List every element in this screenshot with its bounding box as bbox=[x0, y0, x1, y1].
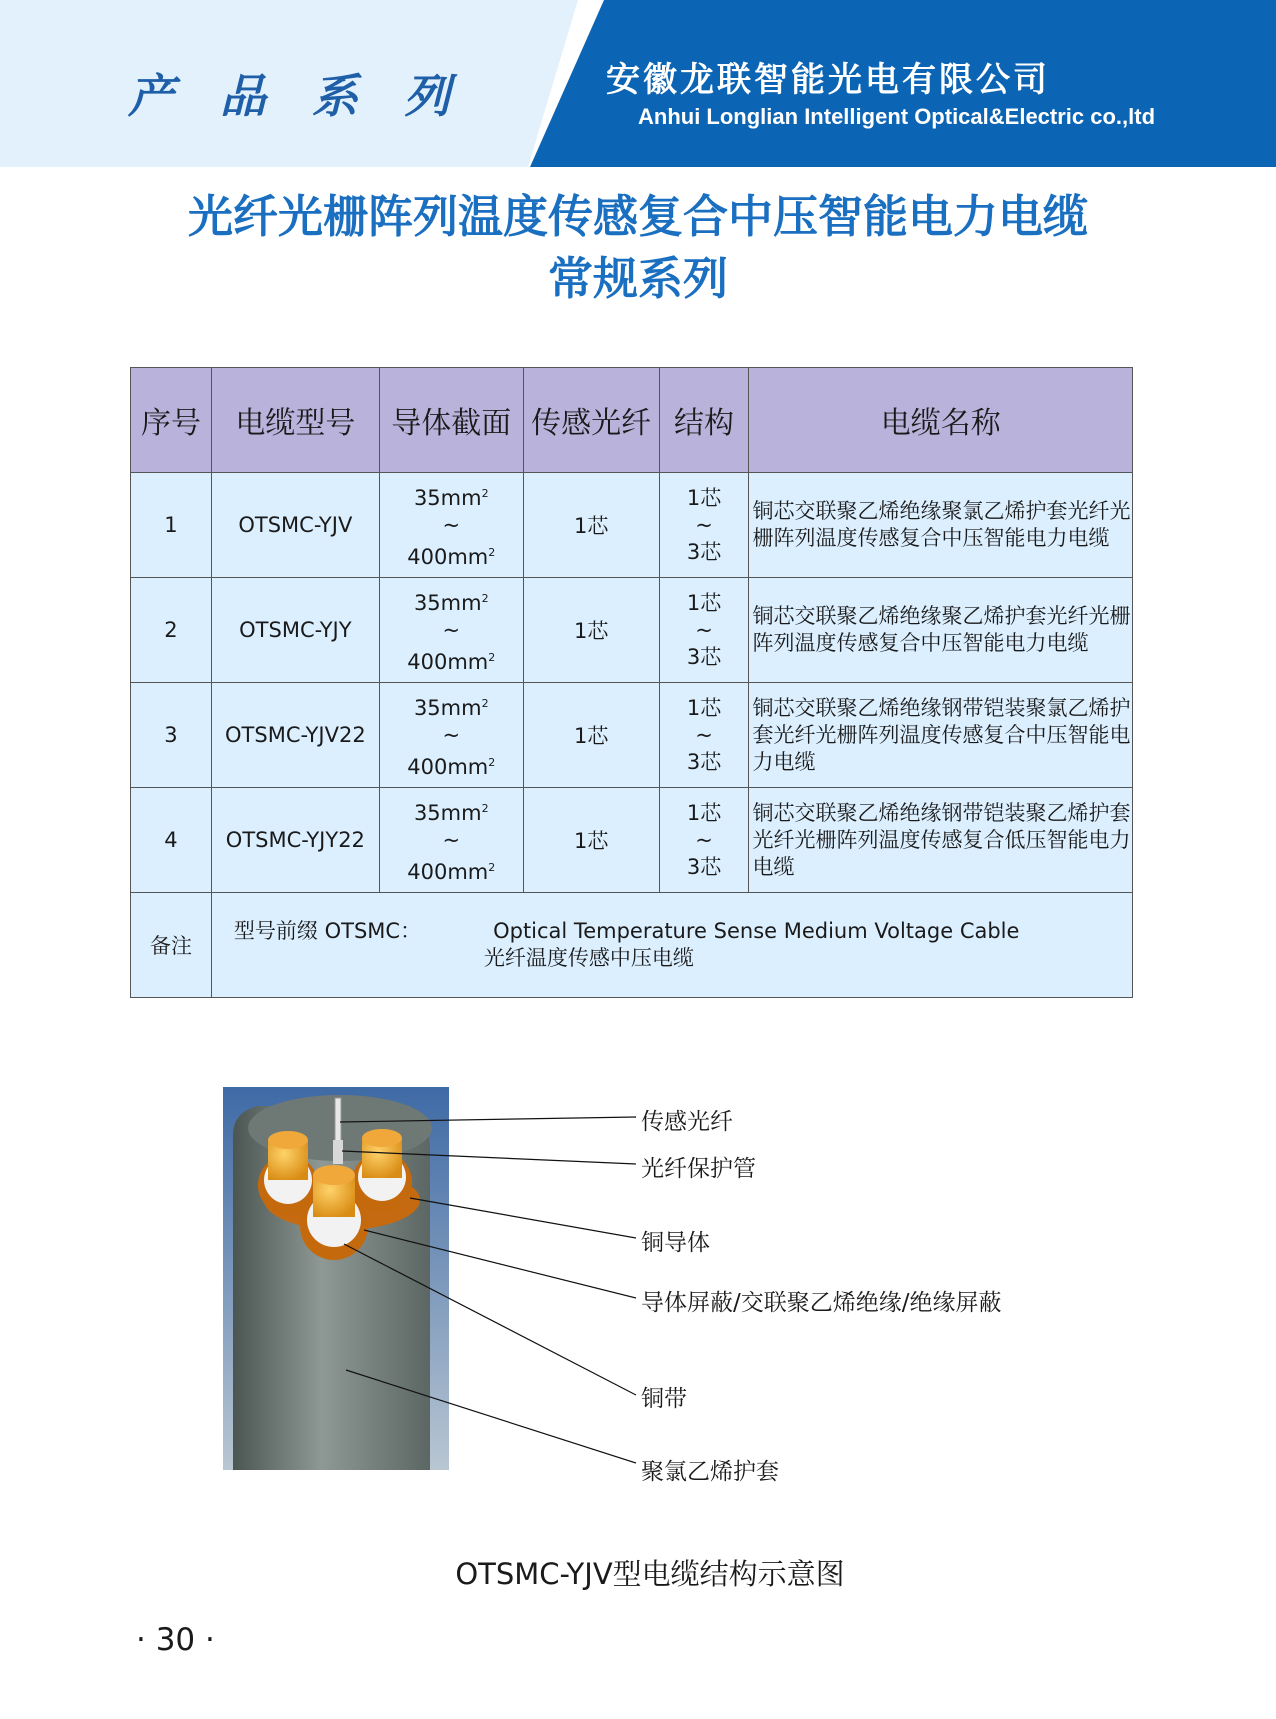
structure-sep: ~ bbox=[695, 512, 713, 537]
structure-sep: ~ bbox=[695, 617, 713, 642]
section-min: 35mm bbox=[413, 800, 482, 825]
title-line-1: 光纤光栅阵列温度传感复合中压智能电力电缆 bbox=[187, 190, 1088, 243]
cell-name: 铜芯交联聚乙烯绝缘聚氯乙烯护套光纤光栅阵列温度传感复合中压智能电力电缆 bbox=[749, 473, 1133, 578]
spec-table bbox=[130, 367, 1133, 998]
diagram-caption: OTSMC-YJV型电缆结构示意图 bbox=[455, 1557, 845, 1591]
cell-structure bbox=[659, 578, 749, 683]
section-sep: ~ bbox=[442, 827, 461, 852]
page-header bbox=[0, 0, 1276, 167]
cell-fiber: 1芯 bbox=[523, 578, 659, 683]
structure-sep: ~ bbox=[695, 827, 713, 852]
cable-structure-diagram bbox=[0, 1080, 1276, 1480]
section-min: 35mm bbox=[413, 695, 482, 720]
cell-name: 铜芯交联聚乙烯绝缘聚乙烯护套光纤光栅阵列温度传感复合中压智能电力电缆 bbox=[749, 578, 1133, 683]
structure-min: 1芯 bbox=[686, 695, 722, 720]
label-copper-conductor: 铜导体 bbox=[641, 1230, 710, 1256]
header-section: 导体截面 bbox=[379, 368, 523, 473]
note-label: 备注 bbox=[131, 893, 212, 998]
note-cn: 光纤温度传感中压电缆 bbox=[483, 946, 694, 970]
label-insulation-shield: 导体屏蔽/交联聚乙烯绝缘/绝缘屏蔽 bbox=[641, 1290, 1002, 1316]
cell-section bbox=[379, 473, 523, 578]
label-fiber-tube: 光纤保护管 bbox=[641, 1156, 756, 1182]
section-max: 400mm bbox=[407, 544, 489, 569]
table-row bbox=[131, 788, 1133, 893]
structure-max: 3芯 bbox=[686, 539, 722, 564]
cell-model: OTSMC-YJV22 bbox=[211, 683, 379, 788]
section-sup: 2 bbox=[481, 486, 489, 500]
label-sensing-fiber: 传感光纤 bbox=[641, 1109, 733, 1135]
cell-structure bbox=[659, 473, 749, 578]
table-row bbox=[131, 578, 1133, 683]
section-sup: 2 bbox=[488, 755, 496, 769]
structure-max: 3芯 bbox=[686, 749, 722, 774]
cell-section bbox=[379, 683, 523, 788]
table-row bbox=[131, 473, 1133, 578]
section-max: 400mm bbox=[407, 859, 489, 884]
header-no: 序号 bbox=[131, 368, 212, 473]
page-number: · 30 · bbox=[136, 1622, 215, 1658]
cell-model: OTSMC-YJY22 bbox=[211, 788, 379, 893]
section-sep: ~ bbox=[442, 722, 461, 747]
section-sup: 2 bbox=[488, 545, 496, 559]
company-name-cn: 安徽龙联智能光电有限公司 bbox=[606, 60, 1050, 100]
section-sup: 2 bbox=[481, 696, 489, 710]
company-name-en: Anhui Longlian Intelligent Optical&Electric co.,ltd bbox=[638, 104, 1156, 129]
section-max: 400mm bbox=[407, 754, 489, 779]
cell-structure bbox=[659, 683, 749, 788]
structure-min: 1芯 bbox=[686, 590, 722, 615]
structure-max: 3芯 bbox=[686, 854, 722, 879]
section-sep: ~ bbox=[442, 512, 461, 537]
structure-sep: ~ bbox=[695, 722, 713, 747]
cell-no: 2 bbox=[131, 578, 212, 683]
fiber-tube bbox=[333, 1098, 343, 1164]
header-structure: 结构 bbox=[659, 368, 749, 473]
note-prefix: 型号前缀 OTSMC： bbox=[233, 919, 422, 943]
cell-fiber: 1芯 bbox=[523, 683, 659, 788]
label-copper-tape: 铜带 bbox=[641, 1386, 687, 1412]
header-model: 电缆型号 bbox=[211, 368, 379, 473]
note-text bbox=[211, 893, 1132, 998]
cell-no: 1 bbox=[131, 473, 212, 578]
cell-fiber: 1芯 bbox=[523, 788, 659, 893]
section-sup: 2 bbox=[488, 860, 496, 874]
label-pvc-jacket: 聚氯乙烯护套 bbox=[641, 1459, 779, 1485]
section-sup: 2 bbox=[481, 801, 489, 815]
cell-no: 3 bbox=[131, 683, 212, 788]
cell-name: 铜芯交联聚乙烯绝缘钢带铠装聚氯乙烯护套光纤光栅阵列温度传感复合中压智能电力电缆 bbox=[749, 683, 1133, 788]
title-line-2: 常规系列 bbox=[547, 252, 728, 305]
cell-model: OTSMC-YJV bbox=[211, 473, 379, 578]
section-min: 35mm bbox=[413, 485, 482, 510]
cell-model: OTSMC-YJY bbox=[211, 578, 379, 683]
structure-min: 1芯 bbox=[686, 800, 722, 825]
cell-section bbox=[379, 578, 523, 683]
header-name: 电缆名称 bbox=[749, 368, 1133, 473]
page-title bbox=[0, 186, 1276, 310]
series-label: 产品系列 bbox=[128, 69, 496, 123]
section-max: 400mm bbox=[407, 649, 489, 674]
cell-no: 4 bbox=[131, 788, 212, 893]
header-fiber: 传感光纤 bbox=[523, 368, 659, 473]
section-min: 35mm bbox=[413, 590, 482, 615]
section-sup: 2 bbox=[488, 650, 496, 664]
section-sep: ~ bbox=[442, 617, 461, 642]
cell-fiber: 1芯 bbox=[523, 473, 659, 578]
section-sup: 2 bbox=[481, 591, 489, 605]
structure-min: 1芯 bbox=[686, 485, 722, 510]
cell-name: 铜芯交联聚乙烯绝缘钢带铠装聚乙烯护套光纤光栅阵列温度传感复合低压智能电力电缆 bbox=[749, 788, 1133, 893]
note-en: Optical Temperature Sense Medium Voltage Cable bbox=[493, 919, 1020, 943]
cell-section bbox=[379, 788, 523, 893]
table-header-row bbox=[131, 368, 1133, 473]
table-row bbox=[131, 683, 1133, 788]
cell-structure bbox=[659, 788, 749, 893]
structure-max: 3芯 bbox=[686, 644, 722, 669]
table-note-row bbox=[131, 893, 1133, 998]
